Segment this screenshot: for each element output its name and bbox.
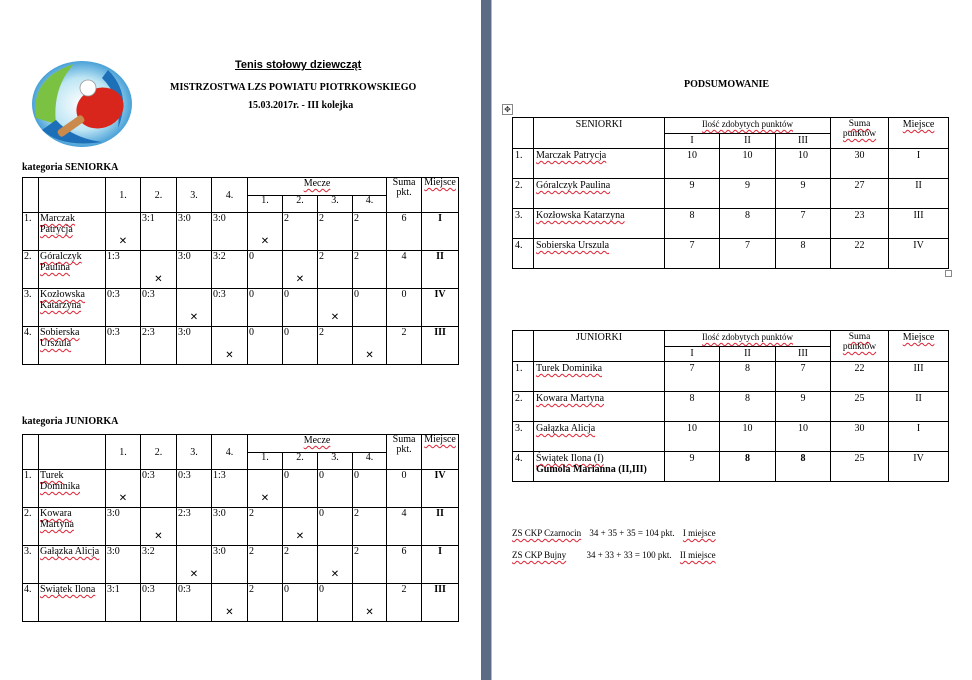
header-miejsce: Miejsce bbox=[422, 178, 459, 213]
header-mecz-2: 2. bbox=[283, 196, 318, 213]
score-cell: 3:0 bbox=[177, 327, 212, 365]
match-points-cell: 2 bbox=[283, 546, 318, 584]
match-points-cell: 0 bbox=[248, 327, 283, 365]
school-name: ZS CKP Czarnocin bbox=[512, 528, 582, 538]
score-cell: 1:3 bbox=[106, 251, 141, 289]
header-col-3: 3. bbox=[177, 435, 212, 470]
score-cell: 3:2 bbox=[141, 546, 177, 584]
match-points-cell: 2 bbox=[248, 584, 283, 622]
school-place: II miejsce bbox=[679, 550, 716, 560]
points-cell: 10 bbox=[665, 149, 720, 179]
juniorki-results-table bbox=[22, 434, 459, 622]
miejsce-header: Miejsce bbox=[889, 118, 949, 149]
round-header: I bbox=[665, 347, 720, 362]
points-cell: 8 bbox=[665, 209, 720, 239]
suma-header: Suma punktów bbox=[831, 331, 889, 362]
sum-cell: 2 bbox=[387, 584, 422, 622]
header-miejsce: Miejsce bbox=[422, 435, 459, 470]
score-cell: 0:3 bbox=[106, 327, 141, 365]
points-cell: 7 bbox=[776, 362, 831, 392]
player-name: Gałązka Alicja bbox=[39, 546, 106, 584]
header-mecz-2: 2. bbox=[283, 453, 318, 470]
header-mecz-4: 4. bbox=[353, 196, 387, 213]
place-cell: IV bbox=[889, 239, 949, 269]
score-cell: 0:3 bbox=[212, 289, 248, 327]
match-points-cell: 0 bbox=[283, 584, 318, 622]
match-points-cell: 2 bbox=[248, 508, 283, 546]
player-name: Marczak Patrycja bbox=[39, 213, 106, 251]
cross-mark: ✕ bbox=[141, 508, 177, 546]
points-cell: 10 bbox=[720, 149, 776, 179]
score-cell: 1:3 bbox=[212, 470, 248, 508]
points-cell: 8 bbox=[720, 392, 776, 422]
score-cell: 3:0 bbox=[212, 508, 248, 546]
cross-mark: ✕ bbox=[353, 327, 387, 365]
place-cell: III bbox=[422, 327, 459, 365]
cross-mark: ✕ bbox=[283, 251, 318, 289]
table-row bbox=[23, 546, 459, 584]
school-place: I miejsce bbox=[682, 528, 716, 538]
place-cell: III bbox=[889, 209, 949, 239]
points-cell: 9 bbox=[776, 179, 831, 209]
score-cell: 0:3 bbox=[106, 289, 141, 327]
points-cell: 10 bbox=[665, 422, 720, 452]
score-cell: 3:1 bbox=[141, 213, 177, 251]
match-points-cell: 0 bbox=[248, 289, 283, 327]
row-number: 1. bbox=[513, 149, 534, 179]
player-name: Marczak Patrycja bbox=[534, 149, 665, 179]
sum-cell: 30 bbox=[831, 149, 889, 179]
sum-cell: 6 bbox=[387, 213, 422, 251]
cross-mark: ✕ bbox=[318, 289, 353, 327]
header-suma: Suma pkt. bbox=[387, 178, 422, 213]
match-points-cell: 2 bbox=[353, 213, 387, 251]
table-row bbox=[23, 251, 459, 289]
points-cell: 10 bbox=[776, 422, 831, 452]
header-no bbox=[513, 331, 534, 362]
school-name: ZS CKP Bujny bbox=[512, 550, 567, 560]
place-cell: III bbox=[889, 362, 949, 392]
match-points-cell: 0 bbox=[318, 584, 353, 622]
table-row bbox=[23, 289, 459, 327]
player-name: Świątek Ilona (I) bbox=[536, 453, 604, 464]
document-title: Tenis stołowy dziewcząt bbox=[235, 59, 362, 71]
match-points-cell: 2 bbox=[318, 213, 353, 251]
row-number: 4. bbox=[23, 584, 39, 622]
school-result-line bbox=[512, 550, 716, 560]
player-name: Kowara Martyna bbox=[534, 392, 665, 422]
match-points-cell: 0 bbox=[318, 470, 353, 508]
place-cell: II bbox=[422, 508, 459, 546]
row-number: 3. bbox=[23, 289, 39, 327]
seniorki-summary-table bbox=[512, 117, 949, 269]
match-points-cell: 0 bbox=[318, 508, 353, 546]
score-cell: 0:3 bbox=[141, 584, 177, 622]
header-name bbox=[39, 435, 106, 470]
score-cell: 0:3 bbox=[141, 470, 177, 508]
place-cell: II bbox=[889, 179, 949, 209]
miejsce-header: Miejsce bbox=[889, 331, 949, 362]
match-points-cell: 2 bbox=[353, 251, 387, 289]
points-cell: 8 bbox=[776, 239, 831, 269]
points-cell: 9 bbox=[776, 392, 831, 422]
row-number: 2. bbox=[23, 508, 39, 546]
table-row bbox=[23, 470, 459, 508]
points-cell: 10 bbox=[720, 422, 776, 452]
header-mecze: Mecze bbox=[248, 178, 387, 196]
match-points-cell: 2 bbox=[248, 546, 283, 584]
points-calculation: 34 + 35 + 35 = 104 pkt. bbox=[589, 528, 675, 538]
match-points-cell: 2 bbox=[353, 508, 387, 546]
row-number: 1. bbox=[23, 470, 39, 508]
score-cell: 3:0 bbox=[106, 508, 141, 546]
score-cell: 3:0 bbox=[177, 213, 212, 251]
points-cell: 8 bbox=[720, 209, 776, 239]
place-cell: I bbox=[889, 422, 949, 452]
match-points-cell: 2 bbox=[353, 546, 387, 584]
table-row bbox=[23, 213, 459, 251]
player-name: Świątek Ilona bbox=[39, 584, 106, 622]
table-row bbox=[513, 209, 949, 239]
sum-cell: 27 bbox=[831, 179, 889, 209]
round-header: I bbox=[665, 134, 720, 149]
cross-mark: ✕ bbox=[212, 327, 248, 365]
player-name: Kowara Martyna bbox=[39, 508, 106, 546]
place-cell: III bbox=[422, 584, 459, 622]
header-mecz-1: 1. bbox=[248, 196, 283, 213]
cross-mark: ✕ bbox=[177, 289, 212, 327]
row-number: 4. bbox=[23, 327, 39, 365]
header-no bbox=[23, 435, 39, 470]
table-row bbox=[513, 422, 949, 452]
row-number: 1. bbox=[513, 362, 534, 392]
category-label: JUNIORKI bbox=[534, 331, 665, 362]
match-points-cell: 2 bbox=[318, 251, 353, 289]
points-header: Ilość zdobytych punktów bbox=[665, 118, 831, 134]
date-line: 15.03.2017r. - III kolejka bbox=[248, 100, 354, 111]
score-cell: 0:3 bbox=[141, 289, 177, 327]
points-cell: 8 bbox=[720, 452, 776, 482]
header-no bbox=[513, 118, 534, 149]
match-points-cell: 2 bbox=[318, 327, 353, 365]
score-cell: 3:0 bbox=[177, 251, 212, 289]
match-points-cell: 0 bbox=[283, 289, 318, 327]
table-resize-handle[interactable] bbox=[945, 270, 952, 277]
row-number: 2. bbox=[513, 179, 534, 209]
place-cell: II bbox=[422, 251, 459, 289]
player-name: Kozłowska Katarzyna bbox=[534, 209, 665, 239]
sum-cell: 30 bbox=[831, 422, 889, 452]
header-col-2: 2. bbox=[141, 435, 177, 470]
cross-mark: ✕ bbox=[283, 508, 318, 546]
row-number: 3. bbox=[513, 209, 534, 239]
points-cell: 9 bbox=[665, 452, 720, 482]
sum-cell: 23 bbox=[831, 209, 889, 239]
table-tennis-logo bbox=[22, 58, 134, 150]
round-header: II bbox=[720, 134, 776, 149]
cross-mark: ✕ bbox=[353, 584, 387, 622]
header-mecz-1: 1. bbox=[248, 453, 283, 470]
sum-cell: 25 bbox=[831, 452, 889, 482]
score-cell: 3:0 bbox=[212, 213, 248, 251]
player-name-cell bbox=[534, 452, 665, 482]
table-move-handle-icon[interactable]: ✥ bbox=[502, 104, 513, 115]
page-gutter bbox=[481, 0, 491, 680]
score-cell: 0:3 bbox=[177, 470, 212, 508]
player-name: Góralczyk Paulina bbox=[39, 251, 106, 289]
points-cell: 9 bbox=[720, 179, 776, 209]
player-name: Góralczyk Paulina bbox=[534, 179, 665, 209]
player-name: Gałązka Alicja bbox=[534, 422, 665, 452]
row-number: 3. bbox=[513, 422, 534, 452]
sum-cell: 0 bbox=[387, 470, 422, 508]
row-number: 4. bbox=[513, 239, 534, 269]
table-row bbox=[513, 149, 949, 179]
player-name: Sobierska Urszula bbox=[534, 239, 665, 269]
row-number: 2. bbox=[513, 392, 534, 422]
header-mecz-4: 4. bbox=[353, 453, 387, 470]
place-cell: I bbox=[889, 149, 949, 179]
sum-cell: 22 bbox=[831, 239, 889, 269]
sum-cell: 0 bbox=[387, 289, 422, 327]
header-col-3: 3. bbox=[177, 178, 212, 213]
score-cell: 3:0 bbox=[212, 546, 248, 584]
header-mecze: Mecze bbox=[248, 435, 387, 453]
match-points-cell: 0 bbox=[283, 327, 318, 365]
row-number: 3. bbox=[23, 546, 39, 584]
cross-mark: ✕ bbox=[106, 470, 141, 508]
cross-mark: ✕ bbox=[212, 584, 248, 622]
sum-cell: 25 bbox=[831, 392, 889, 422]
score-cell: 2:3 bbox=[141, 327, 177, 365]
document-subtitle: MISTRZOSTWA LZS POWIATU PIOTRKOWSKIEGO bbox=[170, 82, 417, 93]
player-name: Sobierska Urszula bbox=[39, 327, 106, 365]
match-points-cell: 0 bbox=[353, 289, 387, 327]
sum-cell: 2 bbox=[387, 327, 422, 365]
header-mecz-3: 3. bbox=[318, 196, 353, 213]
points-cell: 7 bbox=[776, 209, 831, 239]
match-points-cell: 2 bbox=[283, 213, 318, 251]
table-row bbox=[23, 584, 459, 622]
player-name: Turek Dominika bbox=[39, 470, 106, 508]
category-seniorka-heading: kategoria SENIORKA bbox=[22, 162, 119, 173]
points-header: Ilość zdobytych punktów bbox=[665, 331, 831, 347]
points-cell: 7 bbox=[665, 362, 720, 392]
header-no bbox=[23, 178, 39, 213]
match-points-cell: 0 bbox=[248, 251, 283, 289]
summary-title: PODSUMOWANIE bbox=[684, 79, 770, 90]
place-cell: I bbox=[422, 213, 459, 251]
player-name-substitute: Gumola Marianna (II,III) bbox=[536, 464, 647, 475]
header-col-1: 1. bbox=[106, 178, 141, 213]
table-row bbox=[513, 362, 949, 392]
cross-mark: ✕ bbox=[106, 213, 141, 251]
table-row bbox=[23, 327, 459, 365]
header-col-4: 4. bbox=[212, 178, 248, 213]
match-points-cell: 0 bbox=[353, 470, 387, 508]
cross-mark: ✕ bbox=[248, 213, 283, 251]
header-name bbox=[39, 178, 106, 213]
left-page bbox=[0, 0, 482, 680]
row-number: 2. bbox=[23, 251, 39, 289]
place-cell: IV bbox=[889, 452, 949, 482]
score-cell: 3:0 bbox=[106, 546, 141, 584]
score-cell: 3:2 bbox=[212, 251, 248, 289]
row-number: 4. bbox=[513, 452, 534, 482]
place-cell: IV bbox=[422, 470, 459, 508]
category-label: SENIORKI bbox=[534, 118, 665, 149]
header-col-2: 2. bbox=[141, 178, 177, 213]
player-name: Kozłowska Katarzyna bbox=[39, 289, 106, 327]
points-cell: 8 bbox=[776, 452, 831, 482]
sum-cell: 22 bbox=[831, 362, 889, 392]
place-cell: IV bbox=[422, 289, 459, 327]
points-cell: 8 bbox=[720, 362, 776, 392]
seniorki-results-table bbox=[22, 177, 459, 365]
row-number: 1. bbox=[23, 213, 39, 251]
match-points-cell: 0 bbox=[283, 470, 318, 508]
points-cell: 9 bbox=[665, 179, 720, 209]
cross-mark: ✕ bbox=[248, 470, 283, 508]
points-cell: 8 bbox=[665, 392, 720, 422]
juniorki-summary-table bbox=[512, 330, 949, 482]
player-name: Turek Dominika bbox=[534, 362, 665, 392]
score-cell: 2:3 bbox=[177, 508, 212, 546]
round-header: III bbox=[776, 347, 831, 362]
place-cell: II bbox=[889, 392, 949, 422]
round-header: II bbox=[720, 347, 776, 362]
points-cell: 10 bbox=[776, 149, 831, 179]
cross-mark: ✕ bbox=[318, 546, 353, 584]
points-calculation: 34 + 33 + 33 = 100 pkt. bbox=[586, 550, 672, 560]
header-suma: Suma pkt. bbox=[387, 435, 422, 470]
header-col-4: 4. bbox=[212, 435, 248, 470]
suma-header: Suma punktów bbox=[831, 118, 889, 149]
round-header: III bbox=[776, 134, 831, 149]
points-cell: 7 bbox=[720, 239, 776, 269]
table-row bbox=[513, 452, 949, 482]
table-row bbox=[23, 508, 459, 546]
table-row bbox=[513, 239, 949, 269]
sum-cell: 4 bbox=[387, 508, 422, 546]
table-row bbox=[513, 392, 949, 422]
place-cell: I bbox=[422, 546, 459, 584]
header-col-1: 1. bbox=[106, 435, 141, 470]
sum-cell: 6 bbox=[387, 546, 422, 584]
score-cell: 0:3 bbox=[177, 584, 212, 622]
cross-mark: ✕ bbox=[141, 251, 177, 289]
points-cell: 7 bbox=[665, 239, 720, 269]
sum-cell: 4 bbox=[387, 251, 422, 289]
school-result-line bbox=[512, 528, 716, 538]
header-mecz-3: 3. bbox=[318, 453, 353, 470]
category-juniorka-heading: kategoria JUNIORKA bbox=[22, 416, 119, 427]
table-row bbox=[513, 179, 949, 209]
cross-mark: ✕ bbox=[177, 546, 212, 584]
score-cell: 3:1 bbox=[106, 584, 141, 622]
